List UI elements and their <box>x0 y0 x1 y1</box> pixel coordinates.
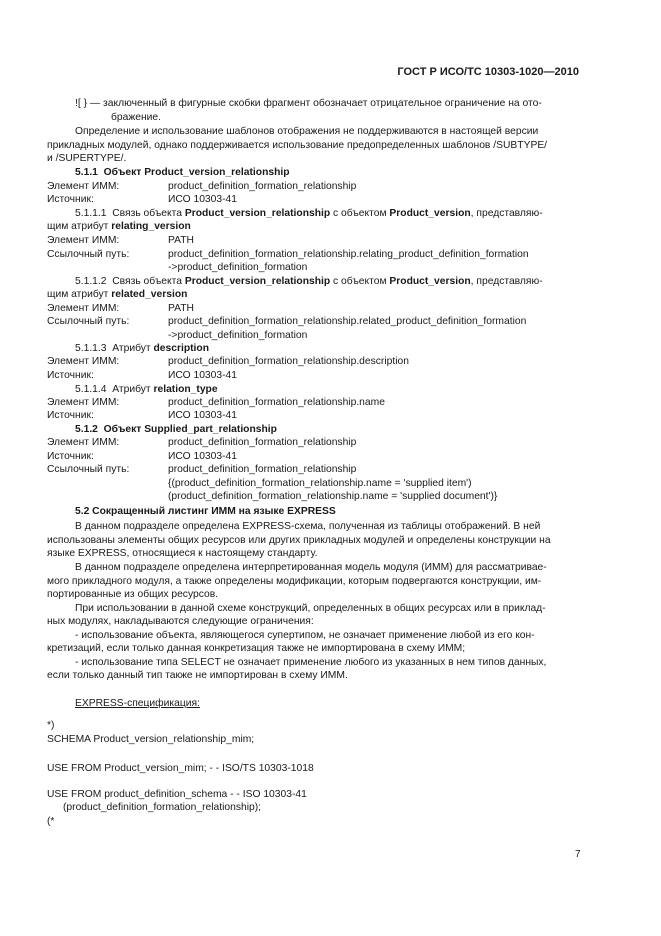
code-line: *) <box>47 720 55 731</box>
row-label: Элемент ИММ: <box>47 437 120 448</box>
paragraph-line: ных модулях, накладываются следующие ограничения: <box>47 616 314 627</box>
row-label: Элемент ИММ: <box>47 397 120 408</box>
row-value: product_definition_formation_relationship <box>168 437 357 448</box>
row-label: Ссылочный путь: <box>47 316 130 327</box>
bullet-line: кретизаций, если только данная конкретизация также не импортирована в схему ИММ; <box>47 643 466 654</box>
standard-header: ГОСТ Р ИСО/ТС 10303-1020—2010 <box>397 66 579 78</box>
row-value: (product_definition_formation_relationship.name = 'supplied document')} <box>168 491 498 502</box>
row-value: product_definition_formation_relationship <box>168 464 357 475</box>
paragraph-line: языке EXPRESS, относящиеся к настоящему стандарту. <box>47 548 318 559</box>
row-value: product_definition_formation_relationship.relating_product_definition_formation <box>168 249 529 260</box>
section-5-1-1-3-heading: 5.1.1.3 Атрибут description <box>75 343 209 354</box>
section-5-1-1-4-heading: 5.1.1.4 Атрибут relation_type <box>75 384 218 395</box>
intro-line: и /SUPERTYPE/. <box>47 153 127 164</box>
section-5-1-1-2-heading-cont: щим атрибут related_version <box>47 289 188 300</box>
code-line: USE FROM product_definition_schema - - ISO 10303-41 <box>47 789 307 800</box>
section-5-1-1-1-heading: 5.1.1.1 Связь объекта Product_version_relationship с объектом Product_version, представляю- <box>75 208 543 219</box>
section-5-1-1-2-heading: 5.1.1.2 Связь объекта Product_version_relationship с объектом Product_version, представляю- <box>75 276 543 287</box>
intro-line: прикладных модулей, однако поддерживается использование предопределенных шаблонов /SUBTYPE/ <box>47 140 548 151</box>
paragraph-line: использованы элементы общих ресурсов или других прикладных модулей и определены конструкции на <box>47 535 551 546</box>
row-value: product_definition_formation_relationship <box>168 181 357 192</box>
express-spec-heading: EXPRESS-спецификация: <box>75 698 200 709</box>
row-label: Элемент ИММ: <box>47 235 120 246</box>
note-line-2: бражение. <box>111 112 161 123</box>
bullet-line: - использование типа SELECT не означает применение любого из указанных в нем типов данных, <box>75 657 547 668</box>
code-line: SCHEMA Product_version_relationship_mim; <box>47 734 255 745</box>
paragraph-line: При использовании в данной схеме конструкций, определенных в общих ресурсах или в приклад- <box>75 603 546 614</box>
intro-line: Определение и использование шаблонов отображения не поддерживаются в настоящей версии <box>75 126 539 137</box>
bullet-line: если только данный тип также не импортирован в схему ИММ. <box>47 670 348 681</box>
row-value: product_definition_formation_relationship.description <box>168 356 409 367</box>
row-label: Элемент ИММ: <box>47 181 120 192</box>
section-5-1-2-heading: 5.1.2 Объект Supplied_part_relationship <box>75 424 277 435</box>
row-label: Источник: <box>47 194 94 205</box>
section-5-1-1-heading: 5.1.1 Объект Product_version_relationship <box>75 167 290 178</box>
paragraph-line: В данном подразделе определена EXPRESS-схема, полученная из таблицы отображений. В ней <box>75 521 541 532</box>
row-value: ИСО 10303-41 <box>168 370 237 381</box>
code-line: (product_definition_formation_relationship); <box>63 802 262 813</box>
page-number: 7 <box>575 849 581 860</box>
row-value: ИСО 10303-41 <box>168 194 237 205</box>
row-value: PATH <box>168 235 194 246</box>
row-label: Ссылочный путь: <box>47 464 130 475</box>
paragraph-line: В данном подразделе определена интерпретированная модель модуля (ИММ) для рассматривае- <box>75 562 547 573</box>
row-label: Элемент ИММ: <box>47 303 120 314</box>
section-5-2-heading: 5.2 Сокращенный листинг ИММ на языке EXPRESS <box>75 506 336 517</box>
row-label: Ссылочный путь: <box>47 249 130 260</box>
code-line: (* <box>47 816 55 827</box>
row-value: ИСО 10303-41 <box>168 410 237 421</box>
row-label: Источник: <box>47 370 94 381</box>
row-value: PATH <box>168 303 194 314</box>
row-label: Элемент ИММ: <box>47 356 120 367</box>
row-value: product_definition_formation_relationship.name <box>168 397 385 408</box>
row-value: {(product_definition_formation_relationship.name = 'supplied item') <box>168 478 472 489</box>
paragraph-line: мого прикладного модуля, а также определены модификации, которым подвергаются конструкции, им- <box>47 576 542 587</box>
code-line: USE FROM Product_version_mim; - - ISO/TS 10303-1018 <box>47 763 314 774</box>
row-value: product_definition_formation_relationship.related_product_definition_formation <box>168 316 527 327</box>
row-value: ->product_definition_formation <box>168 330 308 341</box>
row-value: ->product_definition_formation <box>168 262 308 273</box>
bullet-line: - использование объекта, являющегося супертипом, не означает применение любой из его кон- <box>75 630 535 641</box>
row-value: ИСО 10303-41 <box>168 451 237 462</box>
note-line-1: ![ } — заключенный в фигурные скобки фрагмент обозначает отрицательное ограничение на ото- <box>75 98 542 109</box>
paragraph-line: портированные из общих ресурсов. <box>47 589 219 600</box>
section-5-1-1-1-heading-cont: щим атрибут relating_version <box>47 221 191 232</box>
row-label: Источник: <box>47 451 94 462</box>
row-label: Источник: <box>47 410 94 421</box>
